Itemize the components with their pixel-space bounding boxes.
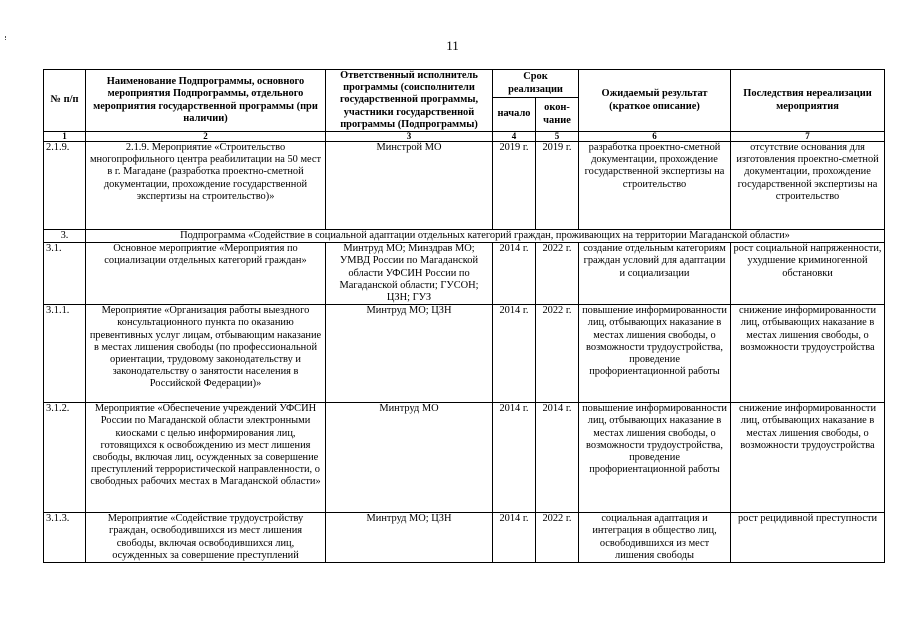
column-number: 5 (536, 132, 579, 142)
row-num: 2.1.9. (44, 142, 86, 230)
header-row (44, 70, 885, 98)
row-name: Мероприятие «Обеспечение учреждений УФСИН России по Магаданской области электронными киосками с целью информирования лиц, готовящихся к освобождению из мест лишения свободы, включая лиц, осужденных за совершение преступлений террористической направленности, о свободных рабочих местах в Магаданской области» (86, 403, 326, 513)
row-consequences: рост рецидивной преступности (731, 513, 885, 563)
row-executor: Минтруд МО (326, 403, 493, 513)
row-result: повышение информированности лиц, отбывающих наказание в местах лишения свободы, о возможности трудоустройства, проведение профориентационной работы (579, 305, 731, 403)
row-result: создание отдельным категориям граждан условий для адаптации и социализации (579, 243, 731, 305)
row-end: 2022 г. (536, 305, 579, 403)
column-number: 7 (731, 132, 885, 142)
row-consequences: отсутствие основания для изготовления проектно-сметной документации, прохождение государственной экспертизы на строительство (731, 142, 885, 230)
row-end: 2014 г. (536, 403, 579, 513)
table-row (44, 243, 885, 305)
subprogram-row (44, 230, 885, 243)
column-number: 2 (86, 132, 326, 142)
header-consequences: Последствия нереализации мероприятия (731, 70, 885, 132)
row-end: 2022 г. (536, 513, 579, 563)
column-number: 4 (493, 132, 536, 142)
row-result: разработка проектно-сметной документации, прохождение государственной экспертизы на строительство (579, 142, 731, 230)
row-consequences: рост социальной напряженности, ухудшение криминогенной обстановки (731, 243, 885, 305)
row-result: повышение информированности лиц, отбывающих наказание в местах лишения свободы, о возможности трудоустройства, проведение профориентационной работы (579, 403, 731, 513)
row-name: Основное мероприятие «Мероприятия по социализации отдельных категорий граждан» (86, 243, 326, 305)
row-num: 3.1.3. (44, 513, 86, 563)
table-row (44, 403, 885, 513)
row-consequences: снижение информированности лиц, отбывающих наказание в местах лишения свободы, о возможности трудоустройства (731, 305, 885, 403)
row-num: 3.1. (44, 243, 86, 305)
column-number: 1 (44, 132, 86, 142)
row-name: Мероприятие «Организация работы выездного консультационного пункта по оказанию превентивных услуг лицам, отбывающим наказание в местах лишения свободы (по профессиональной ориентации, трудовому законодательству и законодательству о занятости населения в Российской Федерации)» (86, 305, 326, 403)
row-executor: Минтруд МО; ЦЗН (326, 305, 493, 403)
table-row (44, 142, 885, 230)
row-end: 2022 г. (536, 243, 579, 305)
table-row (44, 513, 885, 563)
row-name: 2.1.9. Мероприятие «Строительство многопрофильного центра реабилитации на 50 мест в г. Магадане (разработка проектно-сметной документации, прохождение государственной экспертизы на строительство)» (86, 142, 326, 230)
row-end: 2019 г. (536, 142, 579, 230)
column-number-row (44, 132, 885, 142)
column-number: 6 (579, 132, 731, 142)
header-start: начало (493, 98, 536, 132)
table-row (44, 305, 885, 403)
header-num: № п/п (44, 70, 86, 132)
subprogram-title: Подпрограмма «Содействие в социальной адаптации отдельных категорий граждан, проживающих на территории Магаданской области» (86, 230, 885, 243)
row-num: 3.1.2. (44, 403, 86, 513)
row-name: Мероприятие «Содействие трудоустройству граждан, освободившихся из мест лишения свободы, включая освободившихся лиц, осужденных за совершение преступлений (86, 513, 326, 563)
page-number: 11 (446, 38, 459, 53)
row-executor: Минтруд МО; ЦЗН (326, 513, 493, 563)
column-number: 3 (326, 132, 493, 142)
row-consequences: снижение информированности лиц, отбывающих наказание в местах лишения свободы, о возможности трудоустройства (731, 403, 885, 513)
row-result: социальная адаптация и интеграция в общество лиц, освободившихся из мест лишения свободы (579, 513, 731, 563)
row-start: 2014 г. (493, 513, 536, 563)
header-result: Ожидаемый результат (краткое описание) (579, 70, 731, 132)
row-executor: Минстрой МО (326, 142, 493, 230)
header-executor: Ответственный исполнитель программы (соисполнители государственной программы, участники государственной программы (Подпрограммы) (326, 70, 493, 132)
header-period: Срок реализации (493, 70, 579, 98)
header-end: окон-чание (536, 98, 579, 132)
activities-table (43, 69, 885, 563)
row-start: 2019 г. (493, 142, 536, 230)
row-start: 2014 г. (493, 243, 536, 305)
row-executor: Минтруд МО; Минздрав МО; УМВД России по Магаданской области УФСИН России по Магаданской области; ГУСОН; ЦЗН; ГУЗ (326, 243, 493, 305)
row-start: 2014 г. (493, 305, 536, 403)
row-num: 3.1.1. (44, 305, 86, 403)
header-name: Наименование Подпрограммы, основного мероприятия Подпрограммы, отдельного мероприятия государственной программы (при наличии) (86, 70, 326, 132)
row-start: 2014 г. (493, 403, 536, 513)
subprogram-num: 3. (44, 230, 86, 243)
